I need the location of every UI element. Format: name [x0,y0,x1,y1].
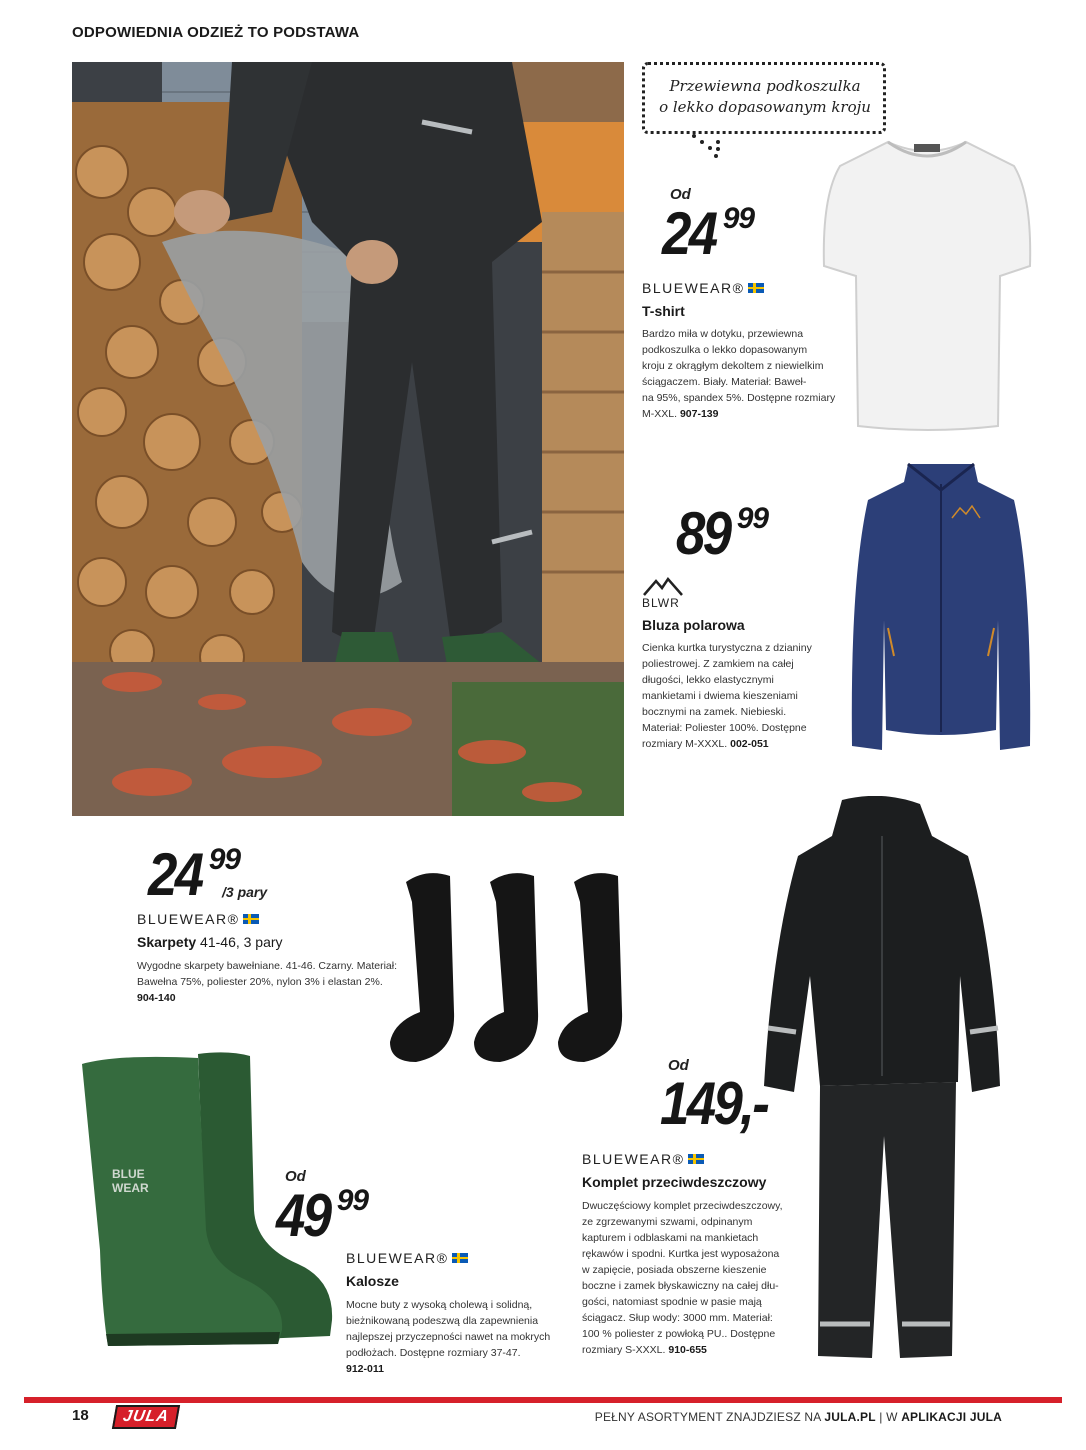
fleece-description [642,640,842,752]
raincoat-brand-name: BLUEWEAR® [582,1151,685,1167]
fleece-price-cents: 99 [736,502,769,535]
footer-text-pre: PEŁNY ASORTYMENT ZNAJDZIESZ NA [594,1410,825,1424]
hero-illustration [72,62,624,816]
desc-line: Bardzo miła w dotyku, przewiewna [642,328,804,340]
desc-line: 100 % poliester z powłoką PU.. Dostępne [582,1328,776,1340]
tshirt-price-prefix: Od [670,186,691,203]
swedish-flag-icon [452,1253,468,1263]
socks-price-cents: 99 [208,843,241,876]
desc-line: bocznymi na zamek. Niebieski. [642,706,787,718]
boots-sku: 912-011 [346,1363,384,1375]
desc-line: kapturem i odblaskami na mankietach [582,1232,759,1244]
fleece-name: Bluza polarowa [642,617,745,633]
socks-brand-name: BLUEWEAR® [137,911,240,927]
tshirt-price-main: 24 [662,200,716,267]
tshirt-price-cents: 99 [722,202,755,235]
desc-line: gości, natomiast spodnie w pasie mają [582,1296,762,1308]
fleece-sku: 002-051 [730,738,769,750]
section-title: ODPOWIEDNIA ODZIEŻ TO PODSTAWA [72,24,360,41]
speech-bubble-line: o lekko dopasowanym kroju [659,98,871,116]
socks-price-main: 24 [148,841,202,908]
swedish-flag-icon [243,914,259,924]
desc-line: bieżnikowaną podeszwą dla zapewnienia [346,1315,539,1327]
desc-line: Wygodne skarpety bawełniane. 41-46. Czarny. Materiał: [137,960,398,972]
fleece-brand: BLWR [642,596,680,610]
speech-bubble-line: Przewiewna podkoszulka [669,77,861,95]
raincoat-price-prefix: Od [668,1057,689,1074]
raincoat-brand [582,1151,704,1167]
tshirt-brand [642,280,764,296]
socks-name [137,934,283,950]
fleece-price-main: 89 [676,500,730,567]
boots-description [346,1297,566,1377]
footer-app-link[interactable]: APLIKACJI JULA [901,1410,1002,1424]
page-number: 18 [72,1407,89,1424]
raincoat-description [582,1198,792,1358]
raincoat-name: Komplet przeciwdeszczowy [582,1174,767,1190]
swedish-flag-icon [748,283,764,293]
desc-line: Mocne buty z wysoką cholewą i solidną, [346,1299,533,1311]
raincoat-price [660,1070,782,1137]
desc-line: w zapięcie, posiada obszerne kieszenie [582,1264,767,1276]
socks-image [386,862,678,1070]
boots-brand-name: BLUEWEAR® [346,1250,449,1266]
desc-line: najlepszej przyczepności nawet na mokrych [346,1331,551,1343]
socks-name-extra: 41-46, 3 pary [196,934,283,950]
desc-line: kroju z okrągłym dekoltem z niewielkim [642,360,824,372]
raincoat-sku: 910-655 [668,1344,707,1356]
boots-name: Kalosze [346,1273,399,1289]
tshirt-name: T-shirt [642,303,685,319]
desc-line: Cienka kurtka turystyczna z dzianiny [642,642,812,654]
desc-line: podłożach. Dostępne rozmiary 37-47. [346,1347,521,1359]
footer-website-link[interactable]: JULA.PL [824,1410,876,1424]
desc-line [642,736,842,752]
speech-bubble-text [650,76,880,118]
desc-line: ściągacz. Słup wody: 3000 mm. Materiał: [582,1312,773,1324]
desc-text: M-XXL. [642,408,678,420]
swedish-flag-icon [688,1154,704,1164]
desc-line: mankietami i dwiema kieszeniami [642,690,798,702]
desc-line: boczne i zamek błyskawiczny na całej dłu- [582,1280,779,1292]
boots-price-cents: 99 [336,1184,369,1217]
tshirt-sku: 907-139 [679,408,719,420]
boots-label-line: BLUE [112,1167,145,1181]
desc-line: rękawów i spodni. Kurtka jest wyposażona [582,1248,780,1260]
footer-text-mid: | W [875,1410,902,1424]
desc-line: Bawełna 75%, poliester 20%, nylon 3% i elastan 2%. [137,976,383,988]
boots-price-main: 49 [276,1182,330,1249]
desc-line [582,1342,792,1358]
tshirt-image [818,136,1036,432]
tshirt-brand-name: BLUEWEAR® [642,280,745,296]
footer-assortment-text [595,1410,1002,1424]
boots-label-line: WEAR [112,1181,149,1195]
socks-name-main: Skarpety [137,934,197,950]
tshirt-price [662,200,755,267]
desc-line: długości, lekko elastycznymi [642,674,774,686]
speech-bubble-tail [690,132,724,162]
desc-line [642,406,842,422]
fleece-price [676,500,769,567]
desc-line: podkoszulka o lekko dopasowanym [642,344,808,356]
socks-price-unit: /3 pary [222,884,268,900]
socks-brand [137,911,259,927]
socks-sku: 904-140 [137,992,176,1004]
desc-line: poliestrowej. Z zamkiem na całej [642,658,794,670]
boots-price [276,1182,369,1249]
boots-brand [346,1250,468,1266]
jula-logo[interactable]: JULA [112,1405,180,1429]
fleece-jacket-image [848,460,1034,756]
desc-text: rozmiary S-XXXL. [582,1344,666,1356]
hero-photo [72,62,624,816]
desc-line: ściągaczem. Biały. Materiał: Baweł- [642,376,807,388]
socks-description [137,958,427,1006]
desc-line: Dwuczęściowy komplet przeciwdeszczowy, [582,1200,783,1212]
desc-line: Materiał: Poliester 100%. Dostępne [642,722,807,734]
desc-line: na 95%, spandex 5%. Dostępne rozmiary [642,392,836,404]
desc-text: rozmiary M-XXXL. [642,738,728,750]
tshirt-description [642,326,842,422]
boots-price-prefix: Od [285,1168,306,1185]
rain-suit-image [760,796,1004,1362]
raincoat-price-main: 149,- [660,1070,768,1137]
desc-line: ze zgrzewanymi szwami, odpinanym [582,1216,753,1228]
